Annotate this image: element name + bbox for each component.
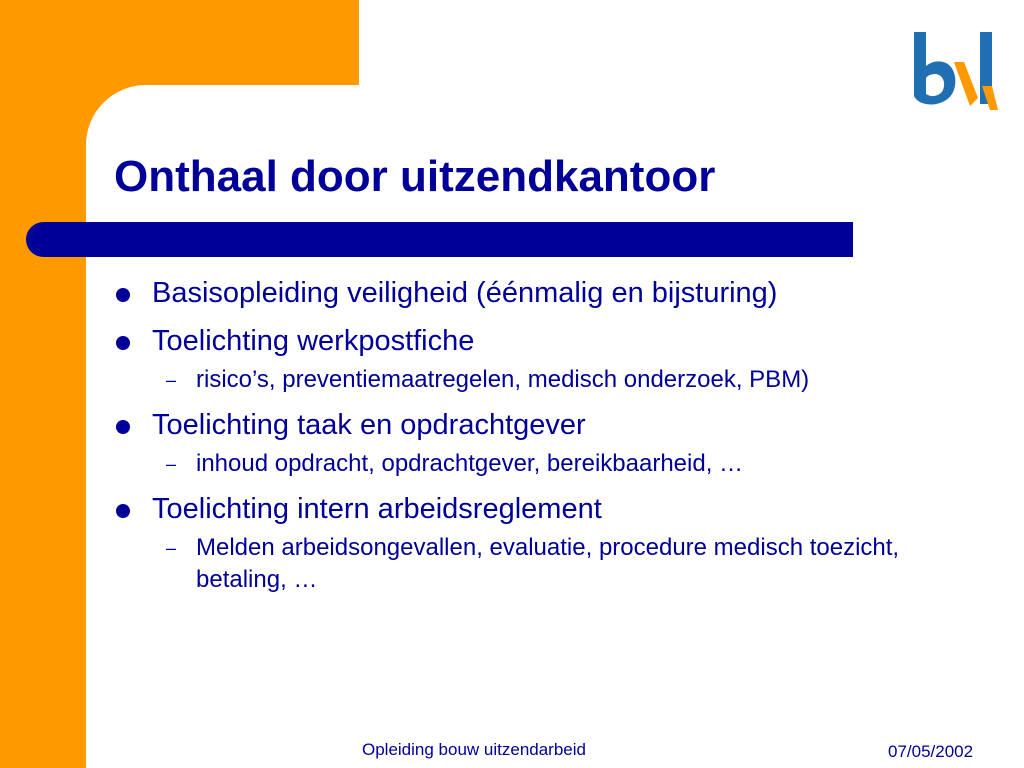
footer-title: Opleiding bouw uitzendarbeid <box>362 740 586 759</box>
sub-bullet-text: inhoud opdracht, opdrachtgever, bereikbaarheid, … <box>196 450 744 477</box>
sub-bullet-text: risico’s, preventiemaatregelen, medisch onderzoek, PBM) <box>196 366 810 393</box>
dash-icon: – <box>166 454 177 474</box>
bullet-text: Basisopleiding veiligheid (éénmalig en bijsturing) <box>152 277 778 309</box>
dash-icon: – <box>166 538 177 558</box>
bullet-item <box>114 490 994 528</box>
dash-icon: – <box>166 370 177 390</box>
bullet-dot-icon <box>116 336 130 350</box>
bullet-item <box>114 274 994 312</box>
bvu-logo-icon <box>906 28 1002 118</box>
title-underline-bar <box>26 222 853 257</box>
sub-bullet-item <box>114 532 916 596</box>
bullet-item <box>114 322 994 360</box>
bullet-text: Toelichting taak en opdrachtgever <box>152 409 586 441</box>
bullet-text: Toelichting werkpostfiche <box>152 325 475 357</box>
slide-title: Onthaal door uitzendkantoor <box>114 152 716 201</box>
bullet-dot-icon <box>116 288 130 302</box>
sub-bullet-item <box>114 364 994 396</box>
bullet-dot-icon <box>116 420 130 434</box>
bullet-text: Toelichting intern arbeidsreglement <box>152 493 602 525</box>
sub-bullet-item <box>114 448 994 480</box>
bullet-list <box>114 274 994 606</box>
bullet-dot-icon <box>116 504 130 518</box>
orange-top-block <box>86 0 359 85</box>
footer-date: 07/05/2002 <box>888 742 974 761</box>
sub-bullet-text: Melden arbeidsongevallen, evaluatie, procedure medisch toezicht, betaling, … <box>196 534 900 593</box>
bullet-item <box>114 406 994 444</box>
